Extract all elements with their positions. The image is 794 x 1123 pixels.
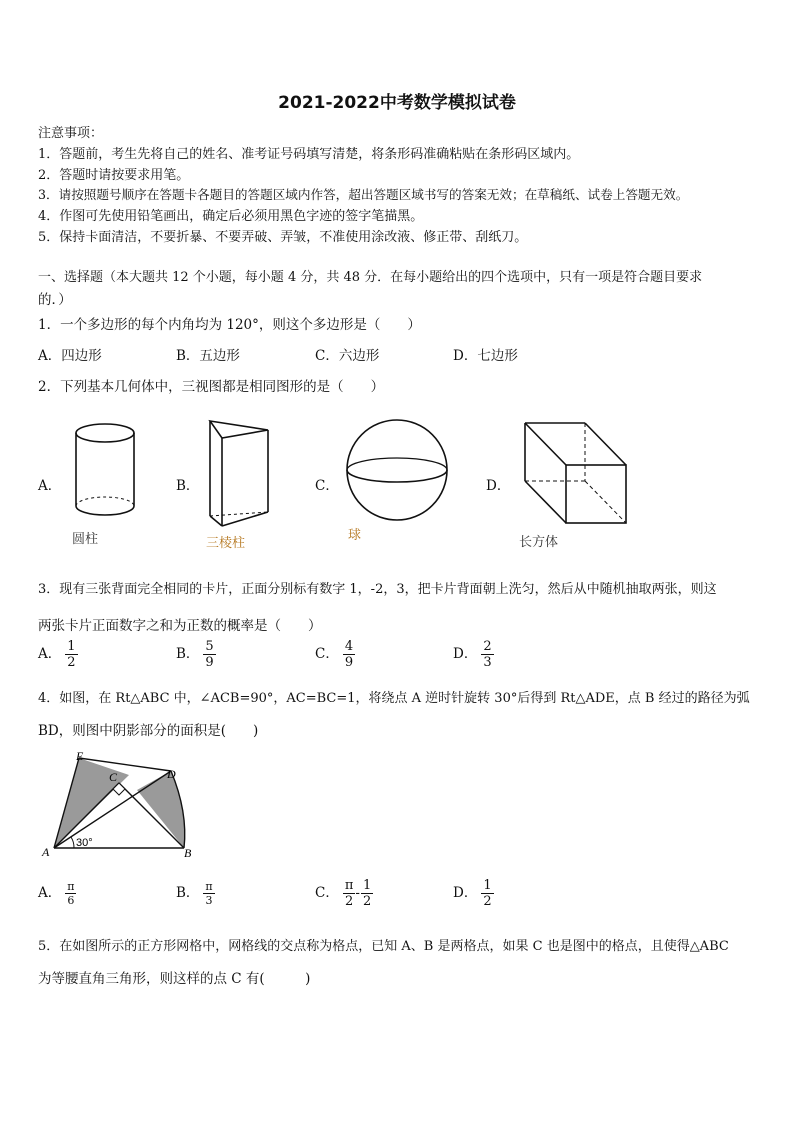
q3-option-c: C． $\frac{4}{9}$ [315,639,354,670]
q4-figure [36,742,206,862]
q4-option-a: A． $\frac{\pi}{6}$ [38,880,75,907]
cuboid-figure [518,418,633,528]
note-item: 5．保持卡面清洁，不要折暴、不要弄破、弄皱，不准使用涂改液、修正带、刮纸刀。 [38,230,528,245]
q3-stem-line2: 两张卡片正面数字之和为正数的概率是（ ） [38,618,322,634]
note-item: 1．答题前，考生先将自己的姓名、准考证号码填写清楚，将条形码准确粘贴在条形码区域内。 [38,147,580,162]
q2-label-d: D． [486,478,511,494]
note-item: 2．答题时请按要求用笔。 [38,168,190,183]
section-heading-line1: 一、选择题（本大题共 12 个小题，每小题 4 分，共 48 分．在每小题给出的四个选项中，只有一项是符合题目要求 [38,270,703,285]
section-heading-line2: 的．） [38,292,72,308]
label-e: E [76,749,84,763]
page-title: 2021-2022中考数学模拟试卷 [278,93,516,113]
note-item: 4．作图可先使用铅笔画出，确定后必须用黑色字迹的签字笔描黑。 [38,209,424,224]
q2-label-a: A． [38,478,62,494]
q2-caption-cylinder: 圆柱 [72,532,99,547]
q4-stem-line1: 4．如图，在 Rt△ABC 中，∠ACB=90°，AC=BC=1，将绕点 A 逆时针旋转 30°后得到 Rt△ADE，点 B 经过的路径为弧 [38,691,750,706]
q2-label-c: C． [315,478,339,494]
q3-stem-line1: 3．现有三张背面完全相同的卡片，正面分别标有数字 1，-2，3，把卡片背面朝上洗匀，然后从中随机抽取两张，则这 [38,582,717,597]
q2-label-b: B． [176,478,200,494]
label-b: B [184,846,192,860]
q3-option-d: D． $\frac{2}{3}$ [453,639,492,670]
q2-caption-prism: 三棱柱 [206,536,246,551]
label-a: A [42,845,50,859]
q3-option-a: A． $\frac{1}{2}$ [38,639,76,670]
q3-option-b: B． $\frac{5}{9}$ [176,639,214,670]
q4-stem-line2: BD，则图中阴影部分的面积是( ) [38,723,259,739]
sphere-figure [345,418,455,523]
q4-option-b: B． $\frac{\pi}{3}$ [176,880,213,907]
q5-stem-line2: 为等腰直角三角形，则这样的点 C 有( ) [38,971,311,987]
q5-stem-line1: 5．在如图所示的正方形网格中，网格线的交点称为格点，已知 A、B 是两格点，如果 C 也是图中的格点，且使得△ABC [38,939,729,954]
label-d: D [167,767,176,781]
triangular-prism-figure [200,416,280,531]
q2-stem: 2．下列基本几何体中，三视图都是相同图形的是（ ） [38,379,385,395]
q1-option-a: A．四边形 [38,348,102,364]
q1-option-c: C．六边形 [315,348,380,364]
q1-stem: 1．一个多边形的每个内角均为 120°，则这个多边形是（ ） [38,317,421,333]
notes-header: 注意事项： [38,126,104,141]
label-angle: 30° [76,837,93,849]
label-c: C [109,770,118,784]
cylinder-figure [70,420,140,520]
q2-caption-sphere: 球 [348,528,362,543]
q4-option-d: D． $\frac{1}{2}$ [453,878,492,909]
q4-option-c: C． $\frac{\pi}{2}$ - $\frac{1}{2}$ [315,878,372,909]
q2-caption-cuboid: 长方体 [519,535,559,550]
q1-option-d: D．七边形 [453,348,518,364]
note-item: 3．请按照题号顺序在答题卡各题目的答题区域内作答，超出答题区域书写的答案无效；在草稿纸、试卷上答题无效。 [38,187,689,202]
q1-option-b: B．五边形 [176,348,240,364]
